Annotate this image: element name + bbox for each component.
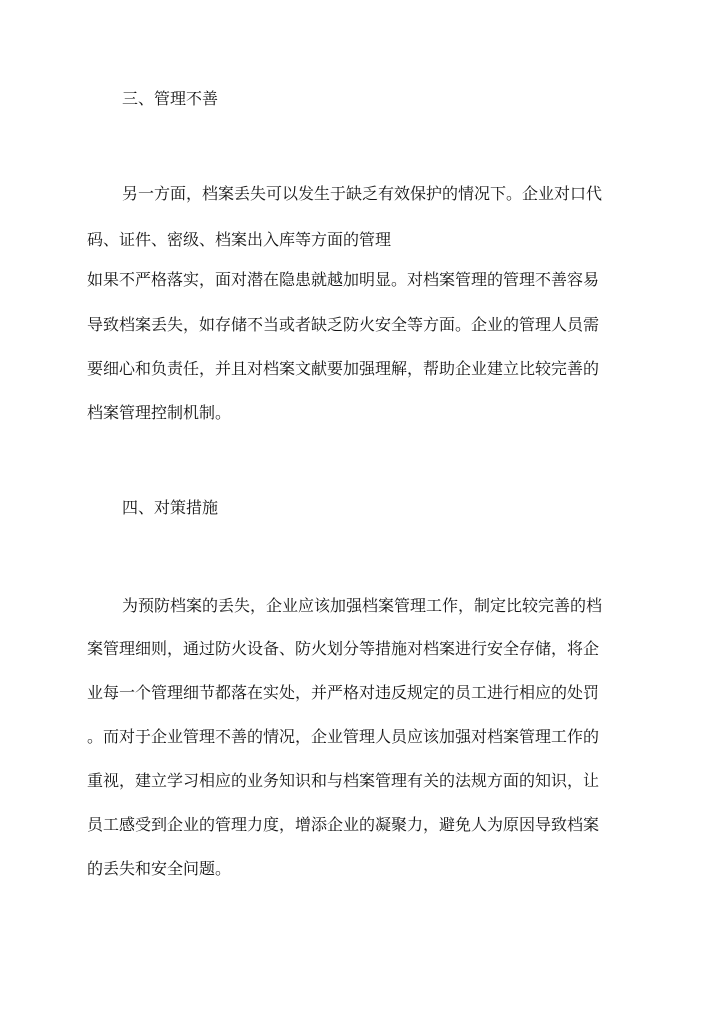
paragraph-line: 重视，建立学习相应的业务知识和与档案管理有关的法规方面的知识，让 — [87, 771, 600, 790]
paragraph-line: 导致档案丢失，如存储不当或者缺乏防火安全等方面。企业的管理人员需 — [87, 315, 600, 334]
section-4-heading: 四、对策措施 — [122, 498, 219, 517]
paragraph-line: 的丢失和安全问题。 — [87, 859, 232, 878]
paragraph-line: 要细心和负责任，并且对档案文献要加强理解，帮助企业建立比较完善的 — [87, 359, 600, 378]
paragraph-line: 。而对于企业管理不善的情况，企业管理人员应该加强对档案管理工作的 — [87, 727, 600, 746]
paragraph-line: 案管理细则，通过防火设备、防火划分等措施对档案进行安全存储，将企 — [87, 639, 600, 658]
section-3-heading: 三、管理不善 — [122, 89, 219, 108]
paragraph-line: 另一方面，档案丢失可以发生于缺乏有效保护的情况下。企业对口代 — [122, 184, 603, 203]
paragraph-line: 码、证件、密级、档案出入库等方面的管理 — [87, 230, 392, 249]
paragraph-line: 如果不严格落实，面对潜在隐患就越加明显。对档案管理的管理不善容易 — [87, 270, 600, 289]
paragraph-line: 员工感受到企业的管理力度，增添企业的凝聚力，避免人为原因导致档案 — [87, 815, 600, 834]
paragraph-line: 业每一个管理细节都落在实处，并严格对违反规定的员工进行相应的处罚 — [87, 683, 600, 702]
paragraph-line: 档案管理控制机制。 — [87, 403, 232, 422]
paragraph-line: 为预防档案的丢失，企业应该加强档案管理工作，制定比较完善的档 — [122, 596, 603, 615]
